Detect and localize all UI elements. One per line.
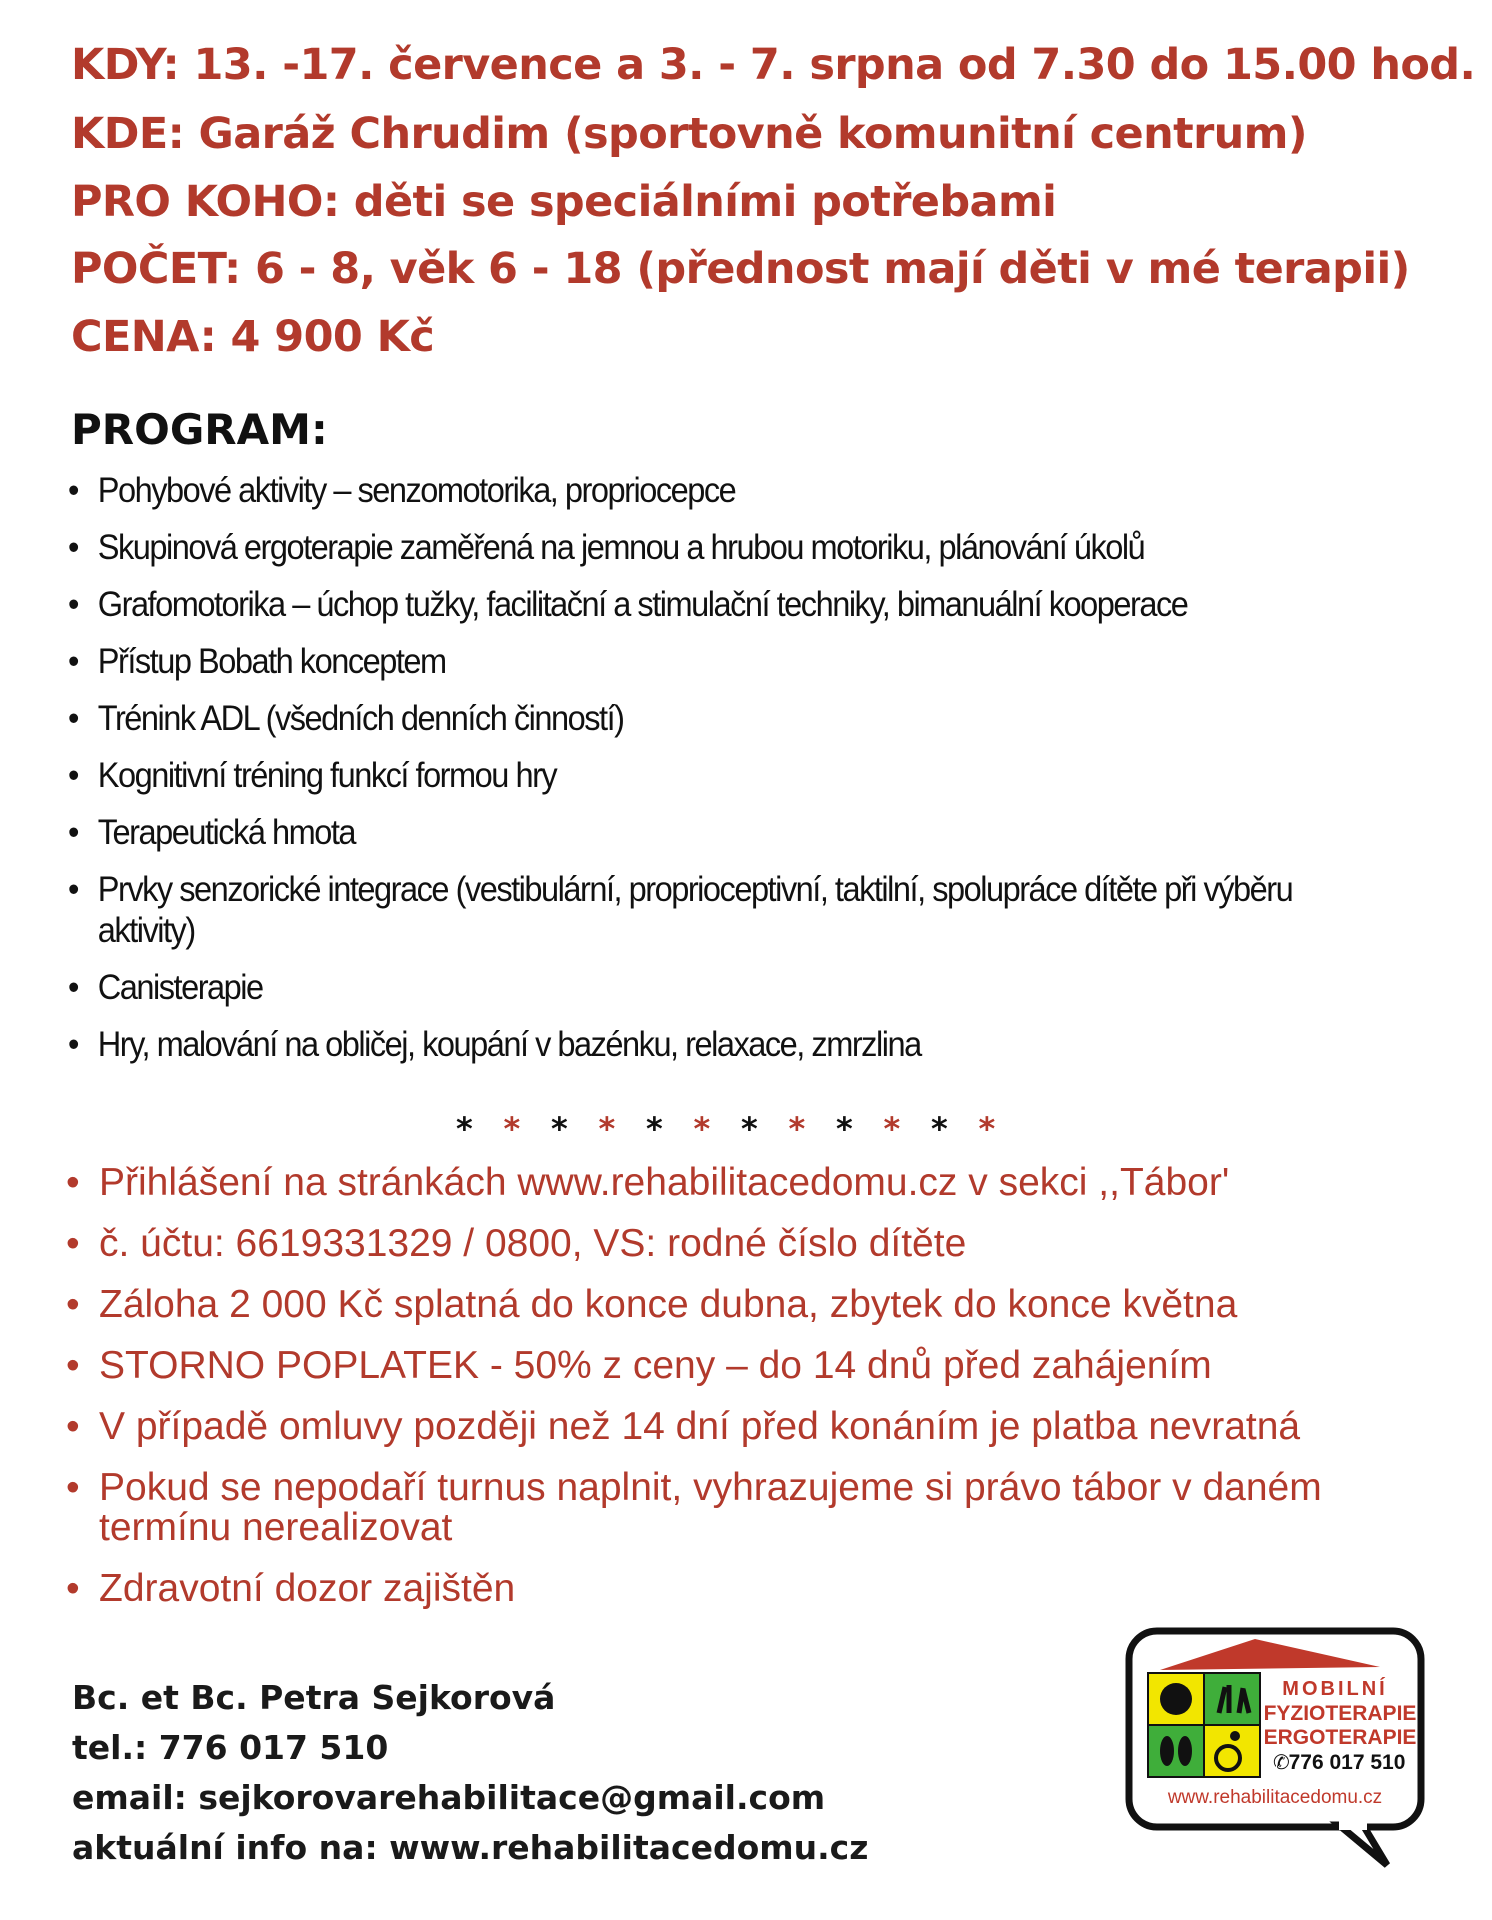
program-item bbox=[68, 967, 1426, 1008]
info-price: CENA: 4 900 Kč bbox=[71, 312, 435, 362]
note-item bbox=[66, 1407, 1466, 1447]
info-for-whom: PRO KOHO: děti se speciálními potřebami bbox=[71, 177, 1057, 227]
divider-star: * bbox=[978, 1110, 996, 1148]
divider-star: * bbox=[693, 1110, 711, 1148]
bullet: • bbox=[66, 1567, 80, 1610]
note-text: Zdravotní dozor zajištěn bbox=[99, 1567, 516, 1610]
logo-tile-feet bbox=[1148, 1725, 1204, 1777]
bullet: • bbox=[68, 642, 78, 681]
bullet: • bbox=[68, 471, 78, 510]
logo-tile-hands bbox=[1204, 1673, 1260, 1725]
contact-phone[interactable]: tel.: 776 017 510 bbox=[72, 1728, 389, 1767]
program-item bbox=[68, 869, 1426, 951]
wheelchair-head bbox=[1230, 1731, 1240, 1741]
program-heading: PROGRAM: bbox=[71, 405, 328, 454]
divider-star: * bbox=[456, 1110, 473, 1148]
contact-email[interactable]: email: sejkorovarehabilitace@gmail.com bbox=[72, 1778, 826, 1817]
note-text: č. účtu: 6619331329 / 0800, VS: rodné číslo dítěte bbox=[99, 1222, 967, 1265]
note-text: Přihlášení na stránkách www.rehabilitacedomu.cz v sekci ,,Tábor' bbox=[99, 1161, 1230, 1204]
program-item-text: Přístup Bobath konceptem bbox=[97, 642, 446, 681]
note-item bbox=[66, 1468, 1466, 1548]
program-item bbox=[68, 812, 1426, 853]
program-item-text: Skupinová ergoterapie zaměřená na jemnou a hrubou motoriku, plánování úkolů bbox=[97, 528, 1145, 567]
logo-text-fyzioterapie: FYZIOTERAPIE bbox=[1263, 1702, 1417, 1725]
logo-web: www.rehabilitacedomu.cz bbox=[1167, 1787, 1383, 1808]
program-item-text: Hry, malování na obličej, koupání v bazénku, relaxace, zmrzlina bbox=[97, 1025, 921, 1064]
logo-speech-tail bbox=[1339, 1825, 1387, 1865]
company-logo bbox=[1125, 1627, 1425, 1877]
contact-name: Bc. et Bc. Petra Sejkorová bbox=[72, 1678, 556, 1717]
info-when: KDY: 13. -17. července a 3. - 7. srpna od 7.30 do 15.00 hod. bbox=[71, 40, 1476, 90]
logo-text-ergoterapie: ERGOTERAPIE bbox=[1263, 1726, 1417, 1749]
bullet: • bbox=[68, 756, 78, 795]
divider-star: * bbox=[931, 1110, 948, 1148]
program-item bbox=[68, 1024, 1426, 1065]
bullet: • bbox=[66, 1405, 80, 1448]
bullet: • bbox=[66, 1344, 80, 1387]
bullet: • bbox=[68, 968, 78, 1007]
info-count: POČET: 6 - 8, věk 6 - 18 (přednost mají děti v mé terapii) bbox=[71, 244, 1410, 294]
divider-star: * bbox=[598, 1110, 616, 1148]
notes-list bbox=[66, 1163, 1466, 1630]
note-item bbox=[66, 1163, 1466, 1203]
brain-icon bbox=[1160, 1683, 1192, 1715]
bullet: • bbox=[68, 699, 78, 738]
program-item-text: Prvky senzorické integrace (vestibulární, proprioceptivní, taktilní, spolupráce dítěte při výběru aktivity) bbox=[97, 870, 1293, 950]
program-item bbox=[68, 698, 1426, 739]
divider-star: * bbox=[883, 1110, 901, 1148]
note-item bbox=[66, 1285, 1466, 1325]
program-item bbox=[68, 527, 1426, 568]
divider-star: * bbox=[741, 1110, 758, 1148]
divider-star: * bbox=[836, 1110, 853, 1148]
logo-text-mobilni: MOBILNÍ bbox=[1282, 1678, 1388, 1700]
program-list bbox=[68, 470, 1438, 1081]
program-item bbox=[68, 470, 1426, 511]
bullet: • bbox=[68, 870, 78, 909]
star-divider bbox=[456, 1110, 1026, 1148]
bullet: • bbox=[66, 1466, 80, 1509]
note-text: V případě omluvy později než 14 dní před konáním je platba nevratná bbox=[99, 1405, 1301, 1448]
program-item bbox=[68, 584, 1426, 625]
logo-phone: 776 017 510 bbox=[1288, 1751, 1406, 1774]
bullet: • bbox=[66, 1161, 80, 1204]
program-item-text: Canisterapie bbox=[97, 968, 263, 1007]
bullet: • bbox=[66, 1222, 80, 1265]
foot-left-icon bbox=[1160, 1736, 1174, 1766]
bullet: • bbox=[68, 813, 78, 852]
program-item-text: Terapeutická hmota bbox=[97, 813, 356, 852]
phone-icon: ✆ bbox=[1273, 1752, 1290, 1774]
note-item bbox=[66, 1346, 1466, 1386]
note-text: Pokud se nepodaří turnus naplnit, vyhrazujeme si právo tábor v daném termínu nerealizovat bbox=[99, 1466, 1322, 1549]
divider-star: * bbox=[646, 1110, 663, 1148]
info-where: KDE: Garáž Chrudim (sportovně komunitní centrum) bbox=[71, 109, 1307, 159]
program-item-text: Pohybové aktivity – senzomotorika, propriocepce bbox=[97, 471, 736, 510]
note-text: Záloha 2 000 Kč splatná do konce dubna, zbytek do konce května bbox=[99, 1283, 1238, 1326]
bullet: • bbox=[68, 585, 78, 624]
program-item-text: Trénink ADL (všedních denních činností) bbox=[97, 699, 624, 738]
contact-web[interactable]: aktuální info na: www.rehabilitacedomu.cz bbox=[72, 1828, 869, 1867]
divider-star: * bbox=[788, 1110, 806, 1148]
note-item bbox=[66, 1224, 1466, 1264]
divider-star: * bbox=[503, 1110, 521, 1148]
program-item bbox=[68, 755, 1426, 796]
bullet: • bbox=[66, 1283, 80, 1326]
bullet: • bbox=[68, 1025, 78, 1064]
bullet: • bbox=[68, 528, 78, 567]
program-item bbox=[68, 641, 1426, 682]
foot-right-icon bbox=[1178, 1736, 1192, 1766]
note-item bbox=[66, 1569, 1466, 1609]
logo-tail-joint bbox=[1339, 1820, 1367, 1830]
note-text: STORNO POPLATEK - 50% z ceny – do 14 dnů před zahájením bbox=[99, 1344, 1212, 1387]
program-item-text: Kognitivní tréning funkcí formou hry bbox=[97, 756, 557, 795]
program-item-text: Grafomotorika – úchop tužky, facilitační a stimulační techniky, bimanuální kooperace bbox=[97, 585, 1188, 624]
divider-star: * bbox=[551, 1110, 568, 1148]
